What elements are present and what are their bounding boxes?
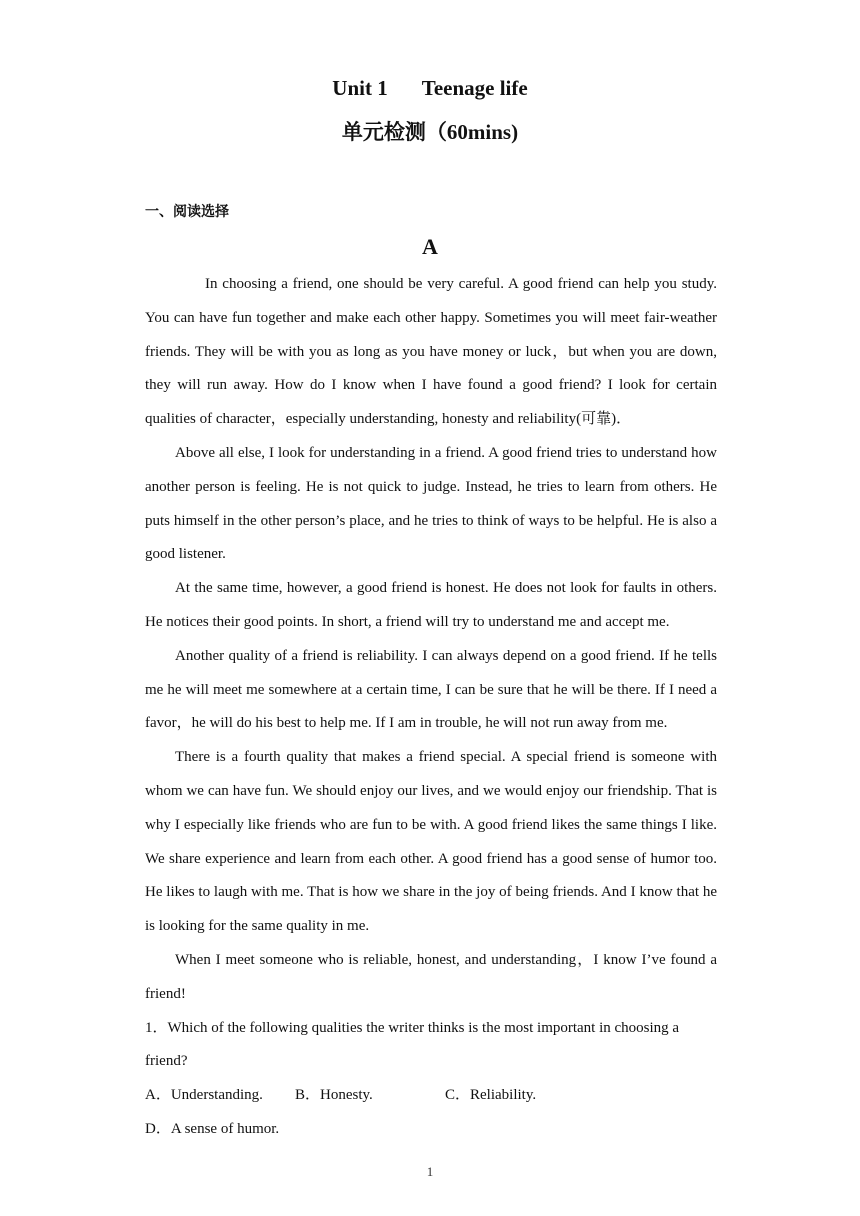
- page-number: 1: [426, 1164, 434, 1179]
- paragraph-2: Above all else, I look for understanding in a friend. A good friend tries to understand how another person is feeling. He is not quick to judge. Instead, he tries to learn from others. He puts himself in the other person’s place, and he tries to think of ways to be helpful. He is also a good listener.: [145, 444, 717, 563]
- option-a: A．Understanding.: [145, 1087, 263, 1104]
- option-b: B．Honesty.: [295, 1087, 373, 1104]
- question-1-options: [145, 1079, 717, 1147]
- paragraph-3: At the same time, however, a good friend is honest. He does not look for faults in others. He notices their good points. In short, a friend will try to understand me and accept me.: [145, 580, 717, 630]
- unit-title: Teenage life: [421, 76, 528, 100]
- passage-body: [145, 268, 717, 1147]
- paragraph-4: Another quality of a friend is reliability. I can always depend on a good friend. If he tells me he will meet me somewhere at a certain time, I can be sure that he will be there. If I need a favor，he will do his best to help me. If I am in trouble, he will not run away from me.: [145, 647, 717, 732]
- paragraph-5: There is a fourth quality that makes a friend special. A special friend is someone with whom we can have fun. We should enjoy our lives, and we would enjoy our friendship. That is why I especially like friends who are fun to be with. A good friend likes the same things I like. We share experience and learn from each other. A good friend has a good sense of humor too. He likes to laugh with me. That is how we share in the joy of being friends. And I know that he is looking for the same quality in me.: [145, 749, 717, 935]
- document-subtitle: 单元检测（60mins): [341, 120, 519, 144]
- passage-label: A: [422, 234, 438, 259]
- unit-number: Unit 1: [332, 76, 388, 100]
- paragraph-6: When I meet someone who is reliable, honest, and understanding，I know I’ve found a friend!: [145, 951, 717, 1002]
- question-1-stem: 1．Which of the following qualities the writer thinks is the most important in choosing a friend?: [145, 1019, 680, 1070]
- option-d: D．A sense of humor.: [145, 1120, 280, 1137]
- section-heading: 一、阅读选择: [145, 204, 229, 220]
- document-title: [0, 74, 860, 102]
- paragraph-1: In choosing a friend, one should be very careful. A good friend can help you study. You can have fun together and make each other happy. Sometimes you will meet fair-weather friends. They will be with you as long as you have money or luck，but when you are down, they will run away. How do I know when I have found a good friend? I look for certain qualities of character，especially understanding, honesty and reliability(可靠)．: [145, 276, 717, 428]
- option-c: C．Reliability.: [445, 1087, 537, 1104]
